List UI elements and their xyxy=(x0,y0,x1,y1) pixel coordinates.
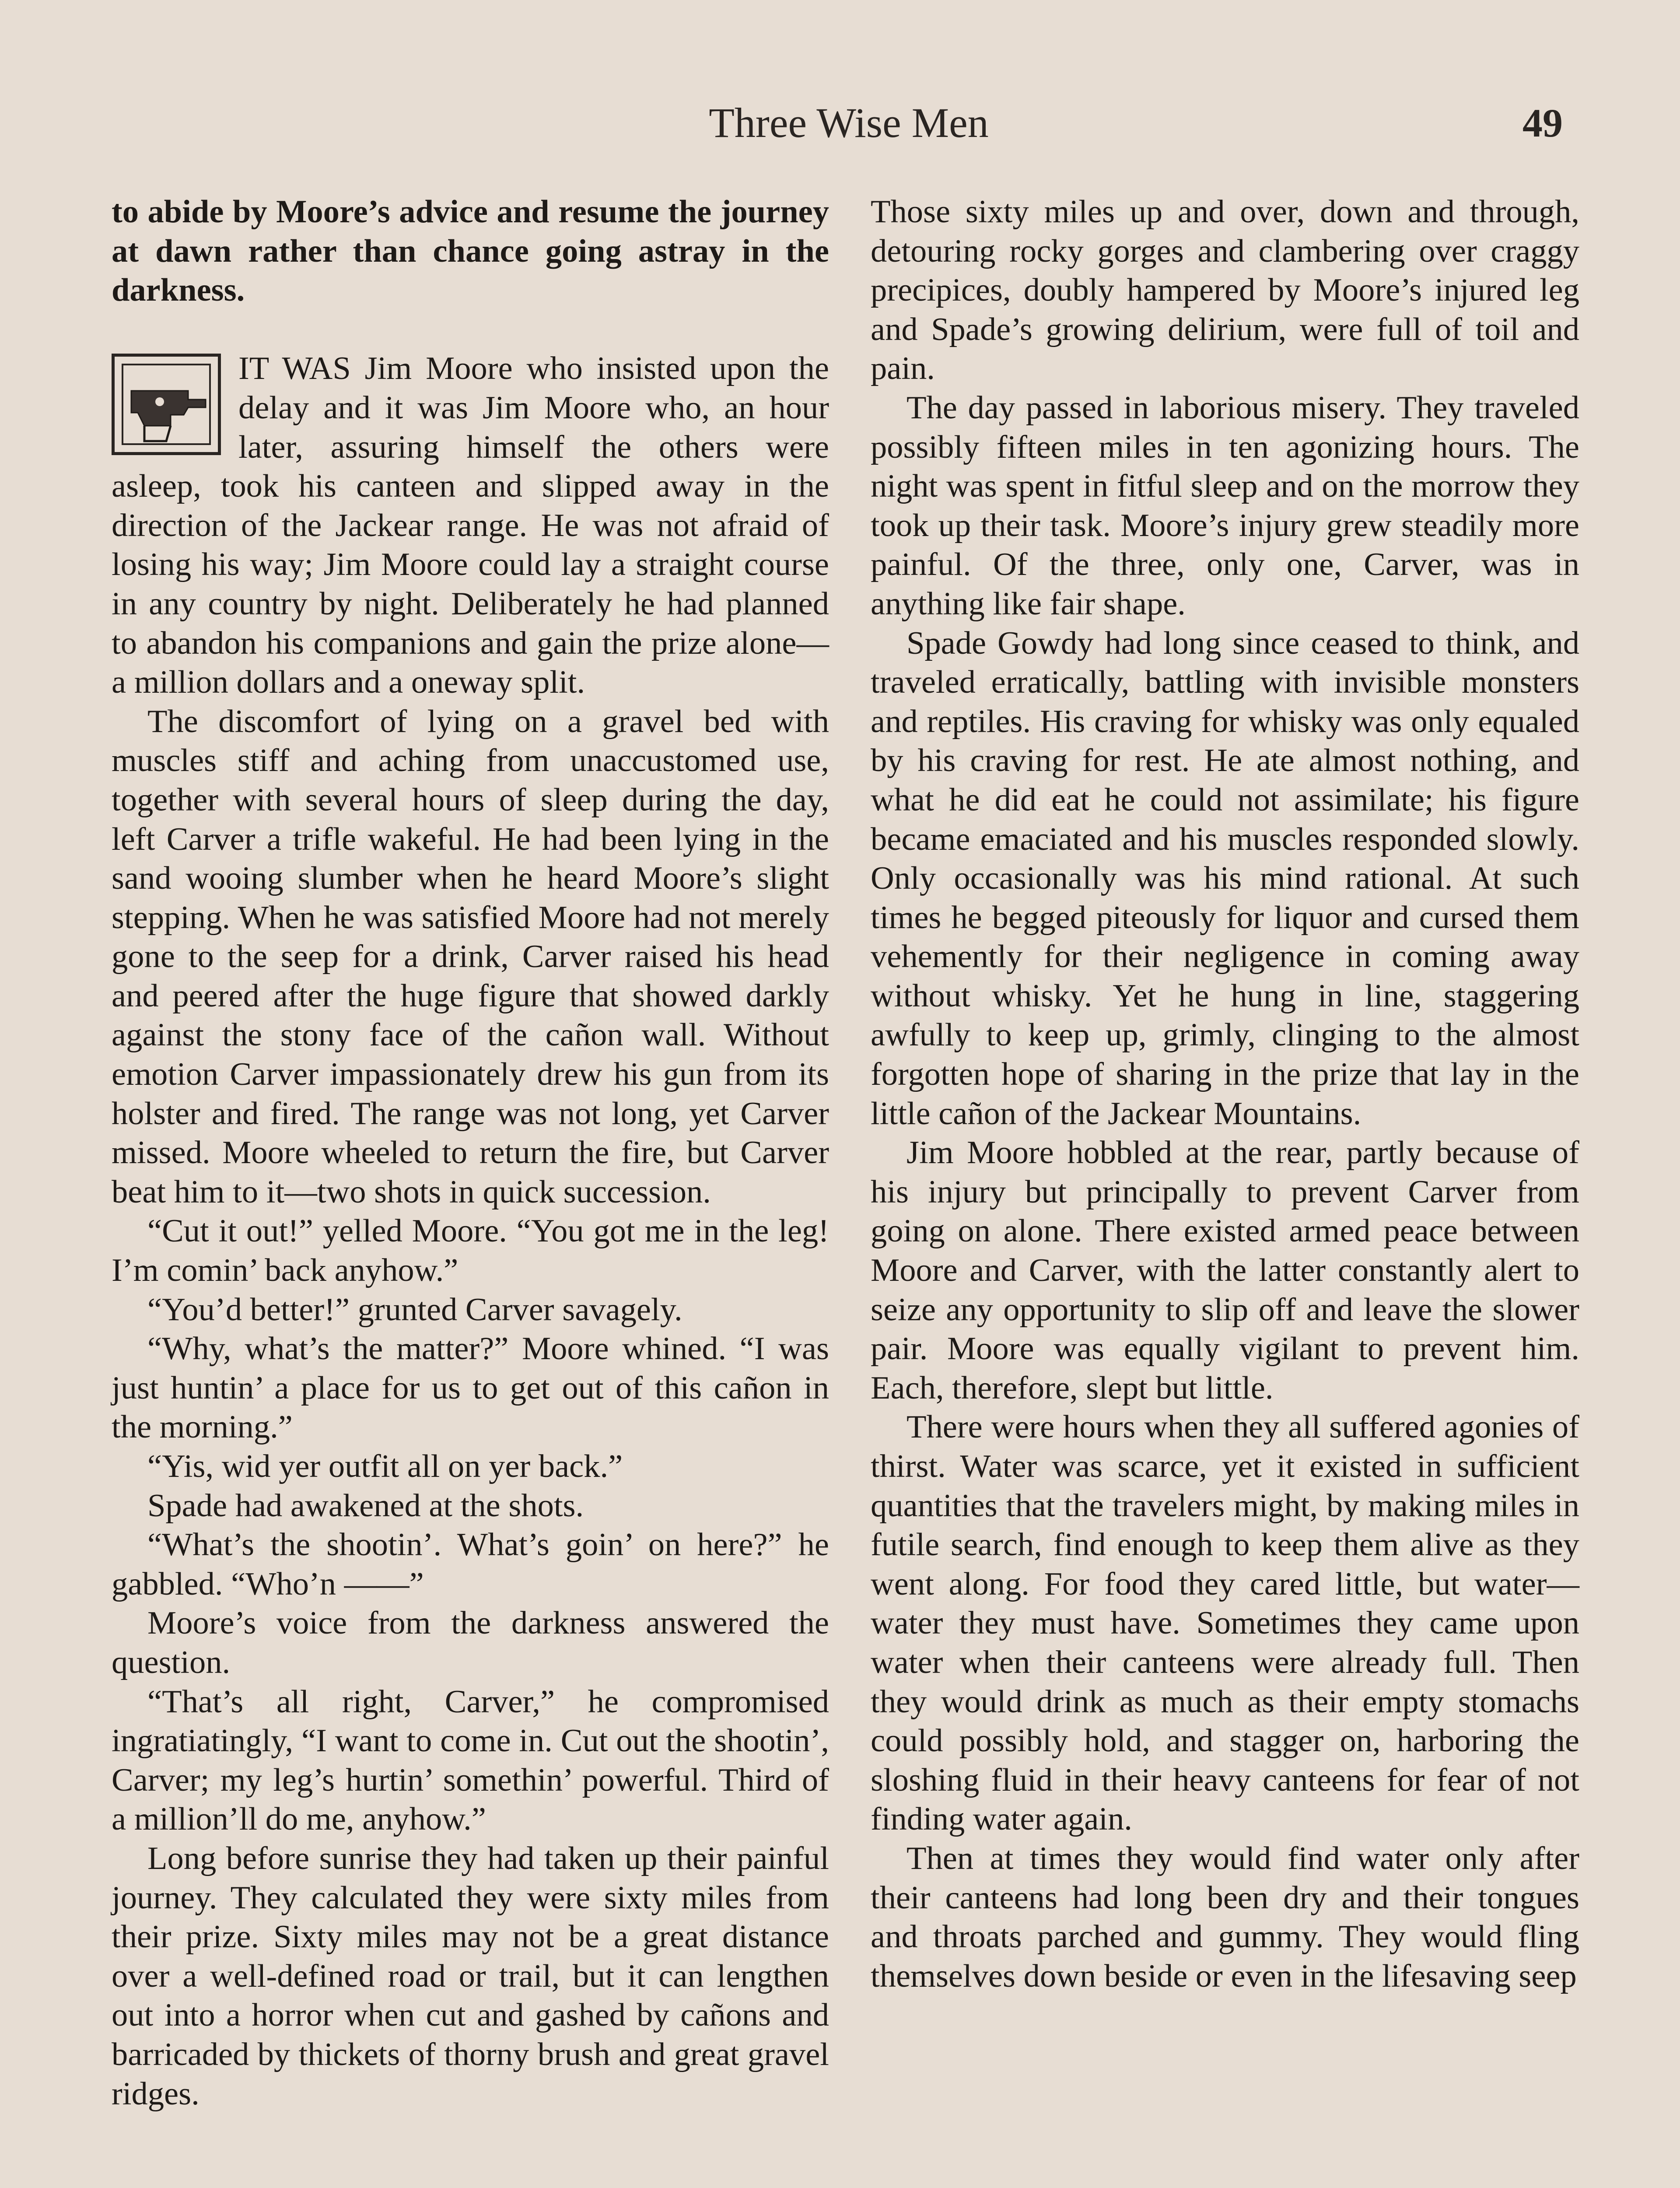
paragraph: Spade had awakened at the shots. xyxy=(147,1487,584,1524)
paragraph: “Why, what’s the matter?” Moore whined. “I was just huntin’ a place for us to get out of this cañon in the morning.” xyxy=(112,1331,829,1445)
paragraph: “Yis, wid yer outfit all on yer back.” xyxy=(147,1448,623,1484)
paragraph: Long before sunrise they had taken up their painful journey. They calculated they were sixty miles from their prize. Sixty miles may not be a great distance over a well-defined road or trail, but it can lengthen out into a horror when cut and gashed by cañons and barricaded by thickets of thorny brush and great gravel ridges. xyxy=(112,1840,829,2112)
running-title: Three Wise Men xyxy=(709,99,989,146)
section-opening-paragraph xyxy=(112,349,829,702)
paragraph: The discomfort of lying on a gravel bed with muscles stiff and aching from unaccustomed use, together with several hours of sleep during the day, left Carver a trifle wakeful. He had been lying in the sand wooing slumber when he heard Moore’s slight stepping. When he was satisfied Moore had not merely gone to the seep for a drink, Carver raised his head and peered after the huge figure that showed darkly against the stony face of the cañon wall. Without emotion Carver impassionately drew his gun from its holster and fired. The range was not long, yet Carver missed. Moore wheeled to return the fire, but Carver beat him to it—two shots in quick succession. xyxy=(112,703,829,1210)
left-column xyxy=(112,193,829,2114)
paragraph: The day passed in laborious misery. They traveled possibly fifteen miles in ten agonizing hours. The night was spent in fitful sleep and on the morrow they took up their task. Moore’s injury grew steadily more painful. Of the three, only one, Carver, was in anything like fair shape. xyxy=(871,389,1579,622)
paragraph: Those sixty miles up and over, down and through, detouring rocky gorges and clambering over craggy precipices, doubly hampered by Moore’s injured leg and Spade’s growing delirium, were full of toil and pain. xyxy=(871,194,1579,387)
paragraph: There were hours when they all suffered agonies of thirst. Water was scarce, yet it existed in sufficient quantities that the travelers might, by making miles in futile search, find enough to keep them alive as they went along. For food they cared little, but water—water they must have. Sometimes they came upon water when their canteens were already full. Then they would drink as much as their empty stomachs could possibly hold, and stagger on, harboring the sloshing fluid in their heavy canteens for fear of not finding water again. xyxy=(871,1409,1579,1837)
paragraph: “What’s the shootin’. What’s goin’ on here?” he gabbled. “Who’n ——” xyxy=(112,1527,829,1602)
paragraph: “Cut it out!” yelled Moore. “You got me in the leg! I’m comin’ back anyhow.” xyxy=(112,1213,829,1289)
right-column xyxy=(871,193,1579,1996)
paragraph: “That’s all right, Carver,” he compromised ingratiatingly, “I want to come in. Cut out the shootin’, Carver; my leg’s hurtin’ somethin’ powerful. Third of a million’ll do me, anyhow.” xyxy=(112,1683,829,1837)
paragraph: “You’d better!” grunted Carver savagely. xyxy=(147,1291,682,1328)
paragraph: Jim Moore hobbled at the rear, partly because of his injury but principally to prevent Carver from going on alone. There existed armed peace between Moore and Carver, with the latter constantly alert to seize any opportunity to slip off and leave the slower pair. Moore was equally vigilant to prevent him. Each, therefore, slept but little. xyxy=(871,1135,1579,1406)
page-number: 49 xyxy=(1522,101,1563,145)
paragraph-text: IT WAS Jim Moore who insisted upon the delay and it was Jim Moore who, an hour later, assuring himself the others were asleep, took his canteen and slipped away in the direction of the Jackear range. He was not afraid of losing his way; Jim Moore could lay a straight course in any country by night. Deliberately he had planned to abandon his companions and gain the prize alone—a million dollars and a oneway split. xyxy=(112,351,829,701)
pointing-hand-icon xyxy=(112,354,221,455)
paragraph: Then at times they would find water only after their canteens had long been dry and their tongues and throats parched and gummy. They would fling themselves down beside or even in the lifesaving seep xyxy=(871,1840,1579,1994)
paragraph: to abide by Moore’s advice and resume the journey at dawn rather than chance going astray in the darkness. xyxy=(112,194,829,309)
paragraph: Moore’s voice from the darkness answered the question. xyxy=(112,1605,829,1680)
paragraph: Spade Gowdy had long since ceased to think, and traveled erratically, battling with invisible monsters and reptiles. His craving for whisky was only equaled by his craving for rest. He ate almost nothing, and what he did eat he could not assimilate; his figure became emaciated and his muscles responded slowly. Only occasionally was his mind rational. At such times he begged piteously for liquor and cursed them vehemently for their negligence in coming away without whisky. Yet he hung in line, staggering awfully to keep up, grimly, clinging to the almost forgotten hope of sharing in the prize that lay in the little cañon of the Jackear Mountains. xyxy=(871,625,1579,1132)
